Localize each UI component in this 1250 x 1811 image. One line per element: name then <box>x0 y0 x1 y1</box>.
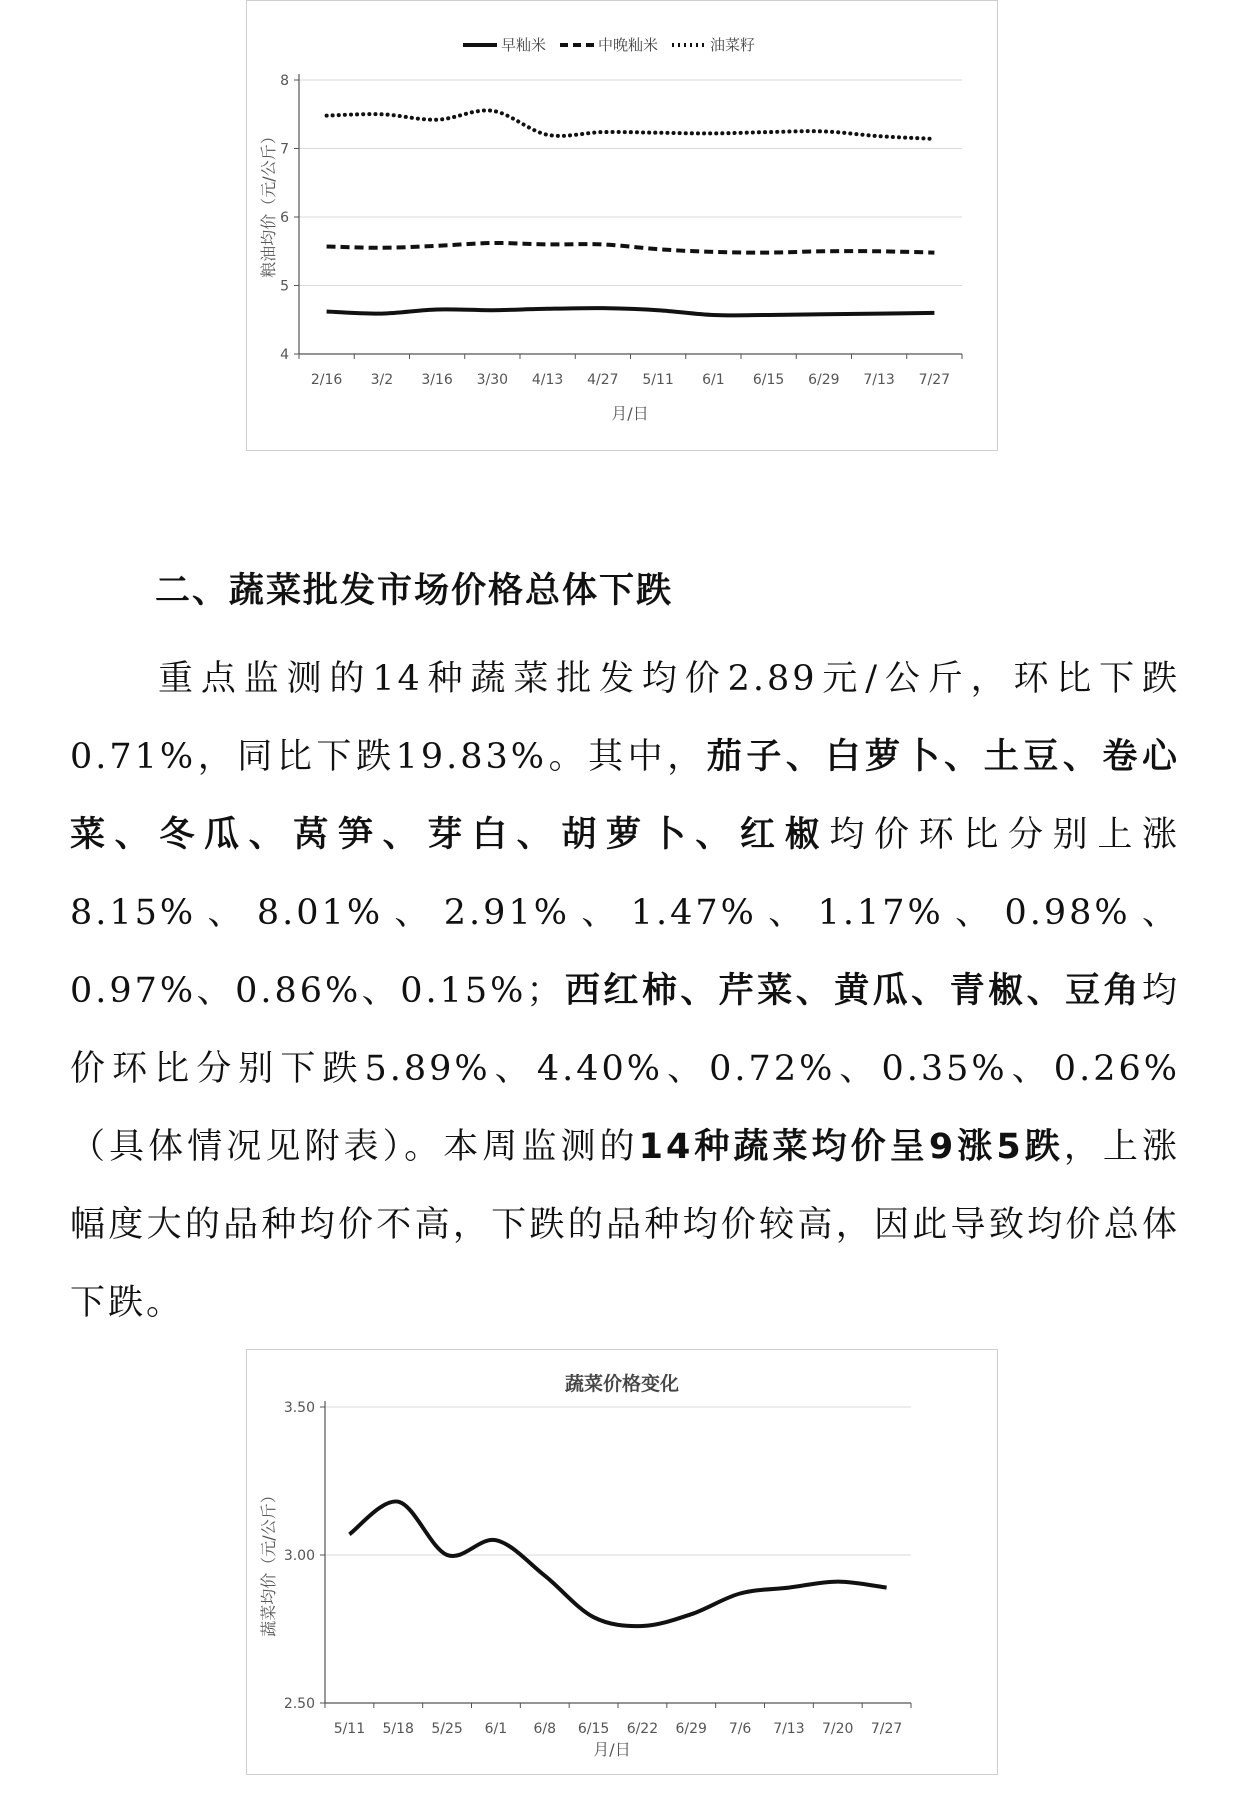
legend-label-early-rice: 早籼米 <box>501 36 547 54</box>
x-tick-label: 2/16 <box>310 372 343 388</box>
x-tick-label: 6/15 <box>752 372 785 388</box>
series-line-早籼米 <box>327 308 935 315</box>
vegetable-price-chart <box>246 1349 998 1775</box>
section-paragraph <box>70 640 1180 1342</box>
x-tick-label: 4/27 <box>587 372 619 388</box>
paragraph-text-4: ，上涨幅度大的品种均价不高，下跌的品种均价较高，因此导致均价总体下跌。 <box>70 1127 1180 1323</box>
x-tick-label: 7/27 <box>918 372 951 388</box>
x-tick-label: 3/30 <box>476 372 509 388</box>
x-tick-label: 4/13 <box>531 372 564 388</box>
x-axis-title: 月/日 <box>611 404 649 423</box>
x-tick-label: 3/2 <box>370 372 394 388</box>
series-line-油菜籽 <box>327 110 935 138</box>
x-tick-label: 6/29 <box>808 372 840 388</box>
falling-vegetables: 西红柿、芹菜、黄瓜、青椒、豆角 <box>564 971 1142 1011</box>
grain-oil-price-svg <box>247 1 997 450</box>
paragraph-text-3: 均价环比分别下跌5.89%、4.40%、0.72%、0.35%、0.26%（具体情况见附表）。本周监测的 <box>70 971 1180 1167</box>
y-tick-label: 3.50 <box>283 1400 315 1416</box>
rising-vegetables: 茄子、白萝卜、土豆、卷心菜、冬瓜、莴笋、芽白、胡萝卜、红椒 <box>70 737 1180 855</box>
y-axis-title: 粮油均价（元/公斤） <box>259 128 278 278</box>
x-tick-label: 7/13 <box>773 1721 805 1737</box>
legend-label-late-rice: 中晚籼米 <box>598 36 659 54</box>
x-tick-label: 3/16 <box>421 372 453 388</box>
legend <box>463 36 755 54</box>
chart-title: 蔬菜价格变化 <box>564 1373 680 1395</box>
paragraph-text-2: 均价环比分别上涨8.15%、8.01%、2.91%、1.47%、1.17%、0.98%、0.97%、0.86%、0.15%； <box>70 815 1180 1011</box>
x-tick-label: 5/11 <box>642 372 674 388</box>
y-tick-label: 4 <box>280 347 289 363</box>
x-tick-label: 6/1 <box>484 1721 508 1737</box>
paragraph-text-1: 重点监测的14种蔬菜批发均价2.89元/公斤，环比下跌0.71%，同比下跌19.83%。其中， <box>70 659 1180 777</box>
x-axis-title: 月/日 <box>593 1740 631 1759</box>
y-tick-label: 2.50 <box>283 1696 315 1712</box>
series-line-蔬菜均价 <box>349 1501 886 1626</box>
y-tick-label: 7 <box>280 141 289 158</box>
summary-count: 14种蔬菜均价呈9涨5跌 <box>638 1127 1064 1167</box>
x-tick-label: 5/11 <box>333 1721 366 1737</box>
x-tick-label: 6/29 <box>675 1721 707 1737</box>
y-axis-title: 蔬菜均价（元/公斤） <box>259 1487 278 1637</box>
y-tick-label: 8 <box>280 73 289 89</box>
grain-oil-price-chart <box>246 0 998 451</box>
y-tick-label: 5 <box>280 278 289 295</box>
y-tick-label: 6 <box>280 210 289 226</box>
series-line-中晚籼米 <box>327 243 935 253</box>
x-tick-label: 5/18 <box>382 1721 414 1737</box>
x-tick-label: 7/27 <box>870 1721 903 1737</box>
x-tick-label: 5/25 <box>431 1721 463 1737</box>
x-tick-label: 7/13 <box>863 372 895 388</box>
y-tick-label: 3.00 <box>283 1548 315 1564</box>
x-tick-label: 7/20 <box>822 1721 854 1737</box>
x-tick-label: 6/1 <box>702 372 725 388</box>
legend-label-rapeseed: 油菜籽 <box>710 36 756 54</box>
x-tick-label: 6/8 <box>533 1721 557 1737</box>
x-tick-label: 6/15 <box>577 1721 610 1737</box>
vegetable-price-svg <box>247 1350 997 1774</box>
x-tick-label: 6/22 <box>626 1721 659 1737</box>
section-heading: 二、蔬菜批发市场价格总体下跌 <box>155 571 674 611</box>
x-tick-label: 7/6 <box>728 1721 752 1737</box>
